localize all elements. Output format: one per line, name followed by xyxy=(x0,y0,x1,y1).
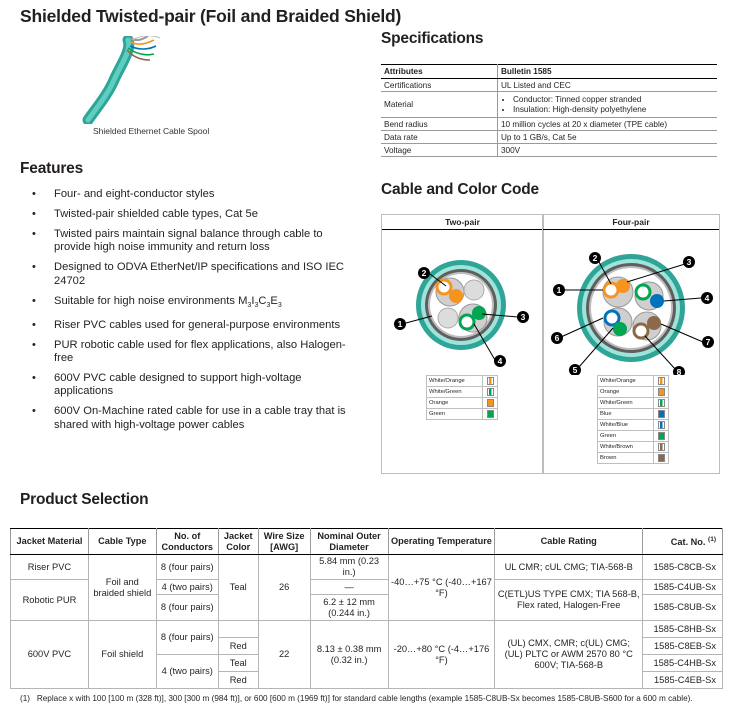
cell: 26 xyxy=(258,555,310,621)
legend-label: Orange xyxy=(427,398,483,409)
cell: -20…+80 °C (-4…+176 °F) xyxy=(388,621,495,689)
color-swatch xyxy=(658,399,665,407)
specifications-table xyxy=(381,64,717,157)
four-pair-panel xyxy=(542,214,720,474)
cell: -40…+75 °C (-40…+167 °F) xyxy=(388,555,495,621)
legend-label: White/Orange xyxy=(427,376,483,387)
color-swatch xyxy=(487,410,494,418)
feature-item: • Four- and eight-conductor styles xyxy=(22,188,357,202)
cell: — xyxy=(310,580,388,595)
cat-no: 1585-C8CB-Sx xyxy=(643,555,723,580)
legend-label: Blue xyxy=(598,409,654,420)
cat-no: 1585-C4HB-Sx xyxy=(643,655,723,672)
callout-number: 8 xyxy=(676,367,682,375)
two-pair-label: Two-pair xyxy=(382,215,543,230)
col-catno: Cat. No. $^{(1)}$ xyxy=(643,529,723,555)
legend-swatch-cell xyxy=(654,398,669,409)
legend-row xyxy=(598,442,669,453)
legend-row xyxy=(598,420,669,431)
cell: C(ETL)US TYPE CMX; TIA 568-B, Flex rated, Halogen-Free xyxy=(495,580,643,621)
footnote xyxy=(20,694,720,703)
legend-label: White/Green xyxy=(598,398,654,409)
cell: 8 (four pairs) xyxy=(156,621,218,655)
cell: 22 xyxy=(258,621,310,689)
cell: UL CMR; cUL CMG; TIA-568-B xyxy=(495,555,643,580)
col-conductors: No. of Conductors xyxy=(156,529,218,555)
col-temperature: Operating Temperature xyxy=(388,529,495,555)
cable-spool-image xyxy=(70,36,170,124)
pair-bundle xyxy=(459,304,487,332)
legend-swatch-cell xyxy=(654,409,669,420)
legend-label: Green xyxy=(427,409,483,420)
cell: 600V PVC xyxy=(11,621,89,689)
callout-number: 1 xyxy=(556,285,562,295)
cell: Teal xyxy=(218,555,258,621)
cell: Teal xyxy=(218,655,258,672)
legend-row xyxy=(427,387,498,398)
four-pair-legend xyxy=(597,375,669,464)
feature-item: • Twisted pairs maintain signal balance through cable to provide high noise immunity and return loss xyxy=(22,228,357,255)
color-swatch xyxy=(487,388,494,396)
col-rating: Cable Rating xyxy=(495,529,643,555)
color-swatch xyxy=(487,377,494,385)
color-code-heading: Cable and Color Code xyxy=(381,181,539,198)
cell: Foil shield xyxy=(88,621,156,689)
cat-no: 1585-C8EB-Sx xyxy=(643,638,723,655)
cell: 8 (four pairs) xyxy=(156,595,218,621)
specifications-heading: Specifications xyxy=(381,30,484,47)
legend-row xyxy=(427,398,498,409)
spec-value: 10 million cycles at 20 x diameter (TPE cable) xyxy=(498,118,718,131)
legend-swatch-cell xyxy=(483,409,498,420)
legend-row xyxy=(598,398,669,409)
cell: Red xyxy=(218,672,258,689)
spec-label: Certifications xyxy=(381,79,498,92)
legend-row xyxy=(598,431,669,442)
callout-number: 2 xyxy=(592,253,598,263)
callout-number: 6 xyxy=(554,333,560,343)
spec-label: Bend radius xyxy=(381,118,498,131)
spec-value: 300V xyxy=(498,144,718,157)
cell: 4 (two pairs) xyxy=(156,655,218,689)
cell: 6.2 ± 12 mm (0.244 in.) xyxy=(310,595,388,621)
two-pair-cross-section xyxy=(382,230,543,370)
footnote-text: Replace x with 100 [100 m (328 ft)], 300 [300 m (984 ft)], or 600 [600 m (1969 ft)] for standard cable lengths (example 1585-C8UB-Sx becomes 1585-C8UB-S600 for a 600 m cable). xyxy=(36,694,693,703)
cell: Foil and braided shield xyxy=(88,555,156,621)
feature-item: • 600V On-Machine rated cable for use in a cable tray that is shared with high-voltage power cables xyxy=(22,405,357,432)
legend-row xyxy=(598,387,669,398)
cat-no: 1585-C4EB-Sx xyxy=(643,672,723,689)
legend-row xyxy=(427,409,498,420)
cell: (UL) CMX, CMR; c(UL) CMG; (UL) PLTC or AWM 2570 80 °C 600V; TIA-568-B xyxy=(495,621,643,689)
product-selection-heading: Product Selection xyxy=(20,491,149,508)
legend-row xyxy=(598,453,669,464)
legend-label: Brown xyxy=(598,453,654,464)
col-jacket-color: Jacket Color xyxy=(218,529,258,555)
features-list xyxy=(22,188,357,439)
legend-row xyxy=(427,376,498,387)
spec-value: UL Listed and CEC xyxy=(498,79,718,92)
legend-swatch-cell xyxy=(654,376,669,387)
legend-swatch-cell xyxy=(654,442,669,453)
cell: 5.84 mm (0.23 in.) xyxy=(310,555,388,580)
callout-number: 3 xyxy=(686,257,692,267)
legend-label: White/Blue xyxy=(598,420,654,431)
callout-number: 4 xyxy=(497,356,503,366)
feature-item: • Designed to ODVA EtherNet/IP specifications and ISO IEC 24702 xyxy=(22,261,357,288)
feature-item: • Twisted-pair shielded cable types, Cat 5e xyxy=(22,208,357,222)
callout-number: 4 xyxy=(704,293,710,303)
two-pair-panel xyxy=(381,214,544,474)
cell: 8.13 ± 0.38 mm (0.32 in.) xyxy=(310,621,388,689)
legend-label: White/Green xyxy=(427,387,483,398)
legend-swatch-cell xyxy=(483,387,498,398)
product-selection-table xyxy=(10,528,723,689)
legend-swatch-cell xyxy=(654,431,669,442)
color-swatch xyxy=(658,454,665,462)
cat-no: 1585-C8HB-Sx xyxy=(643,621,723,638)
spec-bullet: • Conductor: Tinned copper stranded xyxy=(513,95,714,105)
page-title: Shielded Twisted-pair (Foil and Braided Shield) xyxy=(20,6,402,26)
legend-row xyxy=(598,376,669,387)
color-swatch xyxy=(658,388,665,396)
legend-swatch-cell xyxy=(654,387,669,398)
callout-number: 7 xyxy=(705,337,711,347)
callout-number: 5 xyxy=(572,365,578,375)
feature-item: • 600V PVC cable designed to support high-voltage applications xyxy=(22,372,357,399)
color-swatch xyxy=(658,432,665,440)
legend-label: White/Brown xyxy=(598,442,654,453)
col-diameter: Nominal Outer Diameter xyxy=(310,529,388,555)
col-cable-type: Cable Type xyxy=(88,529,156,555)
col-attributes: Attributes xyxy=(381,65,498,79)
image-caption: Shielded Ethernet Cable Spool xyxy=(93,126,210,136)
two-pair-legend xyxy=(426,375,498,420)
color-swatch xyxy=(658,377,665,385)
footnote-mark: (1) xyxy=(20,694,31,703)
cell: 4 (two pairs) xyxy=(156,580,218,595)
cell: Robotic PUR xyxy=(11,580,89,621)
color-swatch xyxy=(658,410,665,418)
legend-swatch-cell xyxy=(483,376,498,387)
spec-bullet: • Insulation: High-density polyethylene xyxy=(513,105,714,115)
col-jacket-material: Jacket Material xyxy=(11,529,89,555)
legend-swatch-cell xyxy=(654,453,669,464)
legend-label: White/Orange xyxy=(598,376,654,387)
col-bulletin: Bulletin 1585 xyxy=(498,65,718,79)
feature-item: • Riser PVC cables used for general-purpose environments xyxy=(22,319,357,333)
legend-label: Green xyxy=(598,431,654,442)
callout-number: 2 xyxy=(421,268,427,278)
cell: 8 (four pairs) xyxy=(156,555,218,580)
cell: Riser PVC xyxy=(11,555,89,580)
legend-label: Orange xyxy=(598,387,654,398)
cell xyxy=(218,621,258,638)
cell: Red xyxy=(218,638,258,655)
col-wire-size: Wire Size [AWG] xyxy=(258,529,310,555)
callout-number: 3 xyxy=(520,312,526,322)
four-pair-label: Four-pair xyxy=(543,215,719,230)
cat-no: 1585-C4UB-Sx xyxy=(643,580,723,595)
cat-no: 1585-C8UB-Sx xyxy=(643,595,723,621)
callout-number: 1 xyxy=(397,319,403,329)
legend-swatch-cell xyxy=(483,398,498,409)
spec-label: Material xyxy=(381,92,498,118)
feature-item: • PUR robotic cable used for flex applications, also Halogen-free xyxy=(22,339,357,366)
features-heading: Features xyxy=(20,160,84,177)
legend-swatch-cell xyxy=(654,420,669,431)
color-swatch xyxy=(487,399,494,407)
spec-value: Up to 1 GB/s, Cat 5e xyxy=(498,131,718,144)
color-swatch xyxy=(658,421,665,429)
spec-label: Data rate xyxy=(381,131,498,144)
env-rating: $M_3I_3C_3E_3$ xyxy=(238,294,282,309)
legend-row xyxy=(598,409,669,420)
four-pair-cross-section xyxy=(543,230,719,375)
feature-item: • Suitable for high noise environments $M_3I_3C_3E_3$ xyxy=(22,295,357,313)
spec-label: Voltage xyxy=(381,144,498,157)
spec-value xyxy=(498,92,718,118)
color-swatch xyxy=(658,443,665,451)
